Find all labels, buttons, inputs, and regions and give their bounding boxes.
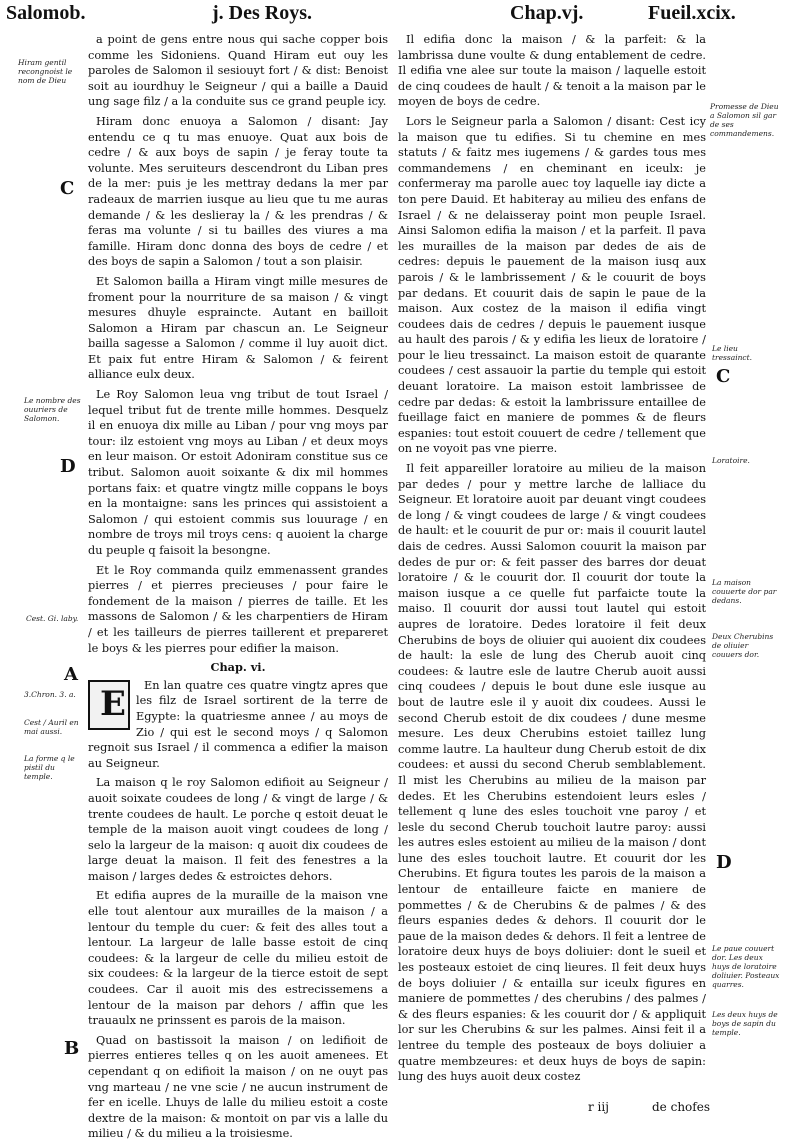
- paragraph-text: En lan quatre ces quatre vingtz apres que les filz de Israel sortirent de la terre de Egypte: la quatriesme annee / au moys de Zio / qui est le second moys / q Salomon regnoit sus Israel / il commenca a edifier la maison au Seigneur.: [88, 678, 388, 770]
- margin-note: Hiram gentil recongnoist le nom de Dieu: [18, 58, 73, 85]
- paragraph: Hiram donc enuoya a Salomon / disant: Jay entendu ce q tu mas enuoye. Quat aux bois de cedre / & aux boys de sapin / je feray toute ta volunte. Mes seruiteurs descendront du Liban pres de la mer: puis je les mettray dedans la mer par radeaux de marrien iusque au lieu que tu me auras demande / & les deslieray la / & les prendras / & feras ma volunte / si tu bailles des viures a ma famille. Hiram donc donna des boys de cedre / et des boys de sapin a Salomon / tout a son plaisir.: [88, 114, 388, 269]
- margin-note: Le paue couuert dor. Les deux huys de loratoire doliuier. Posteaux quarres.: [712, 944, 780, 989]
- paragraph: a point de gens entre nous qui sache copper bois comme les Sidoniens. Quand Hiram eut ouy les paroles de Salomon il sesiouyt fort / & dist: Benoist soit au iourdhuy le Seigneur / qui a baille a Dauid ung sage filz / a la conduite sus ce grand peuple icy.: [88, 33, 388, 109]
- signature-mark: r iij: [588, 1100, 609, 1114]
- margin-note: Promesse de Dieu a Salomon sil gar de ses commandemens.: [710, 102, 779, 138]
- paragraph: Il feit appareiller loratoire au milieu de la maison par dedes / pour y mettre larche de lalliace du Seigneur. Et loratoire auoit par deuant vingt coudees de long / & vingt coudees de large / & vingt coudees de hault: et le couurit de pur or: mais il couurit lautel dais de cedres. Aussi Salomon couurit la maison par dedes de pur or: & feit passer des barres dor deuat loratoire / & le couurit dor. Il couurit dor toute la maison iusque a ce quelle fut parfaicte toute la maiso. Il couurit dor aussi tout lautel qui estoit aupres de loratoire. Dedes loratoire il feit deux Cherubins de boys de oliuier qui auoient dix coudees de hault: la esle de lung des Cherub auoit cinq coudees: & lautre esle de lautre Cherub auoit aussi cinq coudees / depuis le bout dune esle iusque au bout de lautre esle il y auoit dix coudees. Aussi le second Cherub estoit de dix coudees / dune mesme mesure. Les deux Cherubins estoiet taillez lung comme lautre. La haulteur dung Cherub estoit de dix coudees: et aussi du second Cherub semblablement. Il mist les Cherubins au milieu de la maison par dedes. Et les Cherubins estendoient leurs esles / tellement q lune des esles touchoit vne paroy / et lesle du second Cherub touchoit lautre paroy: aussi les autres esles estoient au milieu de la maison / dont lune des esles touchoit lautre. Et couurit dor les Cherubins. Et figura toutes les parois de la maison a lentour de entailleure faicte en maniere de pommettes / & de Cherubins & de palmes / & des fleurs espanies dedes & dehors. Il couurit dor le paue de la maison dedes & dehors. Il feit a lentree de loratoire deux huys de boys doliuier: dont le sueil et les posteaux estoiet de cinq lieures. Il feit deux huys de boys doliuier / & entailla sur iceulx figures en maniere de pommettes / des cherubins / des palmes / & des fleurs espanies: & les couurit dor / & appliquit lor sur les Cherubins & sur les palmes. Ainsi feit il a lentree du temple des posteaux de boys doliuier a quatre membzeures: et deux huys de boys de sapin: lung des huys auoit deux costez: [398, 462, 706, 1084]
- margin-note: Le lieu tressainct.: [712, 344, 753, 362]
- section-letter: B: [64, 1038, 80, 1059]
- margin-note: Le nombre des ouuriers de Salomon.: [24, 396, 81, 423]
- paragraph: Et Salomon bailla a Hiram vingt mille mesures de froment pour la nourriture de sa maison / & vingt mesures dhuyle espraincte. Autant en bailloit Salomon a Hiram par chascun an. Le Seigneur bailla sagesse a Salomon / comme il luy auoit dict. Et paix fut entre Hiram & Salomon / & feirent alliance eulx deux.: [88, 274, 388, 382]
- paragraph: Lors le Seigneur parla a Salomon / disant: Cest icy la maison que tu edifies. Si tu chemine en mes statuts / & faitz mes iugemens / & gardes tous mes commandemens / en cheminant en iceulx: je confermeray ma parolle auec toy laquelle iay dicte a ton pere Dauid. Et habiteray au milieu des enfans de Israel / & ne delaisseray point mon peuple Israel. Ainsi Salomon edifia la maison / et la parfeit. Il pava les murailles de la maison par dedes de ais de cedres: depuis le pauement de la maison iusq aux parois / & le lambrissement / & le couurit de boys par dedans. Et couurit dais de sapin le paue de la maison. Aux costez de la maison il edifia vingt coudees dais de cedres / depuis le pauement iusque au hault des parois / & y edifia les lieux de loratoire / pour le lieu tressainct. La maison estoit de quarante coudees / cest assauoir la partie du temple qui estoit deuant loratoire. La maison estoit lambrissee de cedre par dedas: & estoit la lambrissure entaillee de fueillage faict en maniere de pommes & de fleurs espanies: tout estoit couuert de cedre / tellement que on ne voyoit pas vne pierre.: [398, 114, 706, 456]
- section-letter: C: [716, 366, 731, 387]
- running-title: Salomob.: [6, 2, 86, 24]
- section-letter: D: [60, 456, 76, 477]
- catchword: de chofes: [652, 1100, 710, 1114]
- margin-note: Deux Cherubins de oliuier couuers dor.: [712, 632, 774, 659]
- paragraph: [88, 678, 388, 772]
- section-letter: C: [60, 178, 75, 199]
- paragraph: Il edifia donc la maison / & la parfeit: & la lambrissa dune voulte & dung entablement de cedre. Il edifia vne alee sur toute la maison / laquelle estoit de cinq coudees de hault / & tenoit a la maison par le moyen de boys de cedre.: [398, 33, 706, 109]
- section-letter: D: [716, 852, 732, 873]
- section-letter: A: [64, 664, 78, 685]
- paragraph: La maison q le roy Salomon edifioit au Seigneur / auoit soixate coudees de long / & vingt de large / & trente coudees de hault. Le porche q estoit deuat le temple de la maison auoit vingt coudees de long / selo la largeur de la maison: q auoit dix coudees de large deuat la maison. Il feit des fenestres a la maison / larges dedes & estroictes dehors.: [88, 776, 388, 883]
- paragraph: Et edifia aupres de la muraille de la maison vne elle tout alentour aux murailles de la maison / a lentour du temple du cuer: & feit des alles tout a lentour. La largeur de lalle basse estoit de cinq coudees: & la largeur de celle du milieu estoit de six coudees: & la largeur de la tierce estoit de sept coudees. Car il auoit mis des estrecissemens a lentour de la maison par dehors / affin que les trauaulx ne prinssent es parois de la maison.: [88, 889, 388, 1028]
- paragraph: Le Roy Salomon leua vng tribut de tout Israel / lequel tribut fut de trente mille hommes. Desquelz il en enuoya dix mille au Liban / pour vng moys par tour: ilz estoient vng moys au Liban / et deux moys en leur maison. Or estoit Adoniram constitue sus ce tribut. Salomon auoit soixante & dix mil hommes portans faix: et quatre vingtz mille coppans le boys en la montaigne: sans les princes qui assistoient a Salomon / qui estoient commis sus louurage / en nombre de troys mil troys cens: q auoient la charge du peuple q faisoit la besongne.: [88, 388, 388, 557]
- chapter-heading: Chap. vi.: [210, 660, 266, 675]
- margin-note: Cest. Gi. laby.: [26, 614, 79, 623]
- margin-note: La maison couuerte dor par dedans.: [712, 578, 777, 605]
- paragraph: Quad on bastissoit la maison / on ledifioit de pierres entieres telles q on les auoit amenees. Et cependant q on edifioit la maison / on ne ouyt pas vng marteau / ne vne scie / ne aucun instrument de fer en icelle. Lhuys de lalle du milieu estoit a coste dextre de la maison: & montoit on par vis a lalle du milieu / & du milieu a la troisiesme.: [88, 1033, 388, 1141]
- margin-note: La forme q le pistil du temple.: [24, 754, 75, 781]
- left-text-column: [88, 32, 388, 1146]
- margin-note: Loratoire.: [712, 456, 750, 465]
- folio-number: Fueil.xcix.: [648, 2, 736, 24]
- margin-note: Cest / Auril en mai aussi.: [24, 718, 79, 736]
- book-title: j. Des Roys.: [212, 2, 312, 24]
- margin-note: Les deux huys de boys de sapin du temple.: [712, 1010, 778, 1037]
- right-text-column: [398, 32, 706, 1089]
- drop-cap-ornament: E: [88, 680, 130, 730]
- chapter-header: Chap.vj.: [510, 2, 584, 24]
- paragraph: Et le Roy commanda quilz emmenassent grandes pierres / et pierres precieuses / pour faire le fondement de la maison / pierres de taille. Et les massons de Salomon / & les charpentiers de Hiram / et les tailleurs de pierres taillerent et prepareret le boys & les pierres pour edifier la maison.: [88, 563, 388, 655]
- margin-note: 3.Chron. 3. a.: [24, 690, 76, 699]
